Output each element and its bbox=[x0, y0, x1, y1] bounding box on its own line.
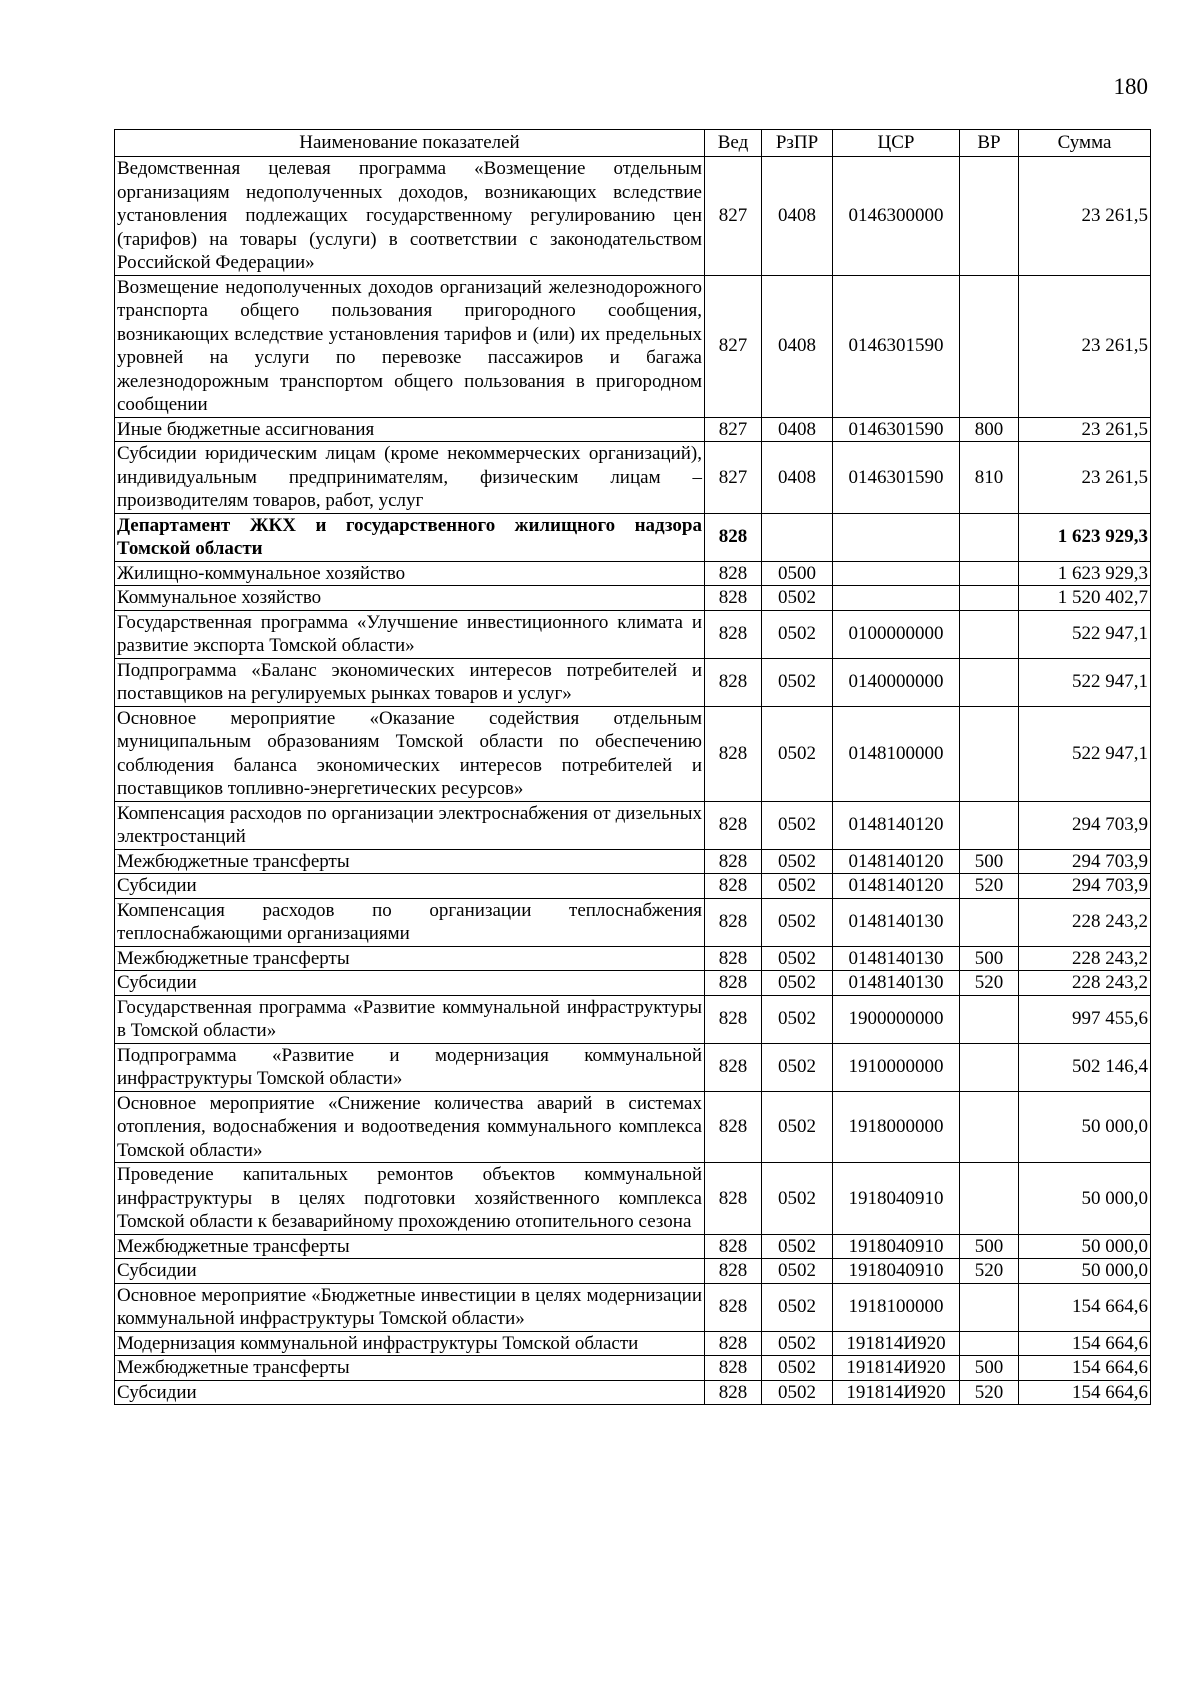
table-row bbox=[115, 898, 1151, 946]
cell-ved: 828 bbox=[705, 561, 762, 586]
cell-ved: 828 bbox=[705, 801, 762, 849]
cell-name: Государственная программа «Развитие коммунальной инфраструктуры в Томской области» bbox=[115, 995, 705, 1043]
table-row bbox=[115, 561, 1151, 586]
cell-rzpr bbox=[762, 513, 833, 561]
table-header bbox=[115, 130, 1151, 157]
cell-name: Подпрограмма «Развитие и модернизация коммунальной инфраструктуры Томской области» bbox=[115, 1043, 705, 1091]
cell-name: Иные бюджетные ассигнования bbox=[115, 417, 705, 442]
cell-rzpr: 0502 bbox=[762, 1091, 833, 1163]
table-row bbox=[115, 971, 1151, 996]
table-row bbox=[115, 417, 1151, 442]
cell-rzpr: 0502 bbox=[762, 706, 833, 801]
cell-name: Государственная программа «Улучшение инвестиционного климата и развитие экспорта Томской области» bbox=[115, 610, 705, 658]
cell-vr: 500 bbox=[960, 1356, 1019, 1381]
cell-sum: 294 703,9 bbox=[1019, 801, 1151, 849]
cell-vr bbox=[960, 1163, 1019, 1235]
cell-sum: 50 000,0 bbox=[1019, 1163, 1151, 1235]
cell-vr bbox=[960, 658, 1019, 706]
table-row bbox=[115, 995, 1151, 1043]
cell-vr: 520 bbox=[960, 874, 1019, 899]
table-row bbox=[115, 706, 1151, 801]
cell-sum: 522 947,1 bbox=[1019, 610, 1151, 658]
cell-rzpr: 0502 bbox=[762, 1331, 833, 1356]
cell-rzpr: 0502 bbox=[762, 586, 833, 611]
cell-csr bbox=[833, 513, 960, 561]
cell-rzpr: 0500 bbox=[762, 561, 833, 586]
cell-ved: 828 bbox=[705, 1043, 762, 1091]
cell-sum: 23 261,5 bbox=[1019, 157, 1151, 276]
cell-rzpr: 0502 bbox=[762, 971, 833, 996]
cell-name: Основное мероприятие «Оказание содействия отдельным муниципальным образованиям Томской области по обеспечению соблюдения баланса экономических интересов потребителей и поставщиков топливно-энергетических ресурсов» bbox=[115, 706, 705, 801]
cell-name: Основное мероприятие «Снижение количества аварий в системах отопления, водоснабжения и водоотведения коммунального комплекса Томской области» bbox=[115, 1091, 705, 1163]
cell-sum: 23 261,5 bbox=[1019, 275, 1151, 417]
cell-name: Субсидии bbox=[115, 874, 705, 899]
cell-ved: 828 bbox=[705, 874, 762, 899]
cell-csr: 191814И920 bbox=[833, 1356, 960, 1381]
table-row bbox=[115, 801, 1151, 849]
cell-csr: 0146301590 bbox=[833, 442, 960, 514]
cell-csr: 191814И920 bbox=[833, 1380, 960, 1405]
cell-ved: 828 bbox=[705, 586, 762, 611]
cell-vr bbox=[960, 995, 1019, 1043]
cell-csr: 1918000000 bbox=[833, 1091, 960, 1163]
cell-ved: 828 bbox=[705, 513, 762, 561]
cell-rzpr: 0502 bbox=[762, 1380, 833, 1405]
cell-rzpr: 0502 bbox=[762, 610, 833, 658]
table-row bbox=[115, 874, 1151, 899]
cell-ved: 828 bbox=[705, 706, 762, 801]
table-row bbox=[115, 586, 1151, 611]
cell-csr: 0148100000 bbox=[833, 706, 960, 801]
cell-name: Компенсация расходов по организации теплоснабжения теплоснабжающими организациями bbox=[115, 898, 705, 946]
cell-name: Основное мероприятие «Бюджетные инвестиции в целях модернизации коммунальной инфраструктуры Томской области» bbox=[115, 1283, 705, 1331]
header-rzpr: РзПР bbox=[762, 130, 833, 157]
cell-rzpr: 0502 bbox=[762, 1043, 833, 1091]
cell-rzpr: 0502 bbox=[762, 1259, 833, 1284]
cell-name: Субсидии bbox=[115, 1259, 705, 1284]
table-row bbox=[115, 1043, 1151, 1091]
cell-sum: 1 623 929,3 bbox=[1019, 561, 1151, 586]
cell-name: Межбюджетные трансферты bbox=[115, 849, 705, 874]
cell-name: Межбюджетные трансферты bbox=[115, 1356, 705, 1381]
cell-rzpr: 0502 bbox=[762, 1234, 833, 1259]
cell-csr: 0146300000 bbox=[833, 157, 960, 276]
table-row bbox=[115, 1380, 1151, 1405]
cell-vr bbox=[960, 157, 1019, 276]
cell-csr bbox=[833, 586, 960, 611]
table-row bbox=[115, 442, 1151, 514]
header-vr: ВР bbox=[960, 130, 1019, 157]
cell-vr bbox=[960, 1283, 1019, 1331]
cell-csr: 1918040910 bbox=[833, 1234, 960, 1259]
cell-rzpr: 0502 bbox=[762, 658, 833, 706]
cell-sum: 154 664,6 bbox=[1019, 1283, 1151, 1331]
cell-vr bbox=[960, 513, 1019, 561]
cell-csr: 0148140130 bbox=[833, 971, 960, 996]
table-row bbox=[115, 1259, 1151, 1284]
header-row bbox=[115, 130, 1151, 157]
cell-vr bbox=[960, 1043, 1019, 1091]
cell-sum: 23 261,5 bbox=[1019, 442, 1151, 514]
cell-name: Субсидии юридическим лицам (кроме некоммерческих организаций), индивидуальным предпринимателям, физическим лицам – производителям товаров, работ, услуг bbox=[115, 442, 705, 514]
cell-vr: 520 bbox=[960, 971, 1019, 996]
cell-ved: 828 bbox=[705, 1163, 762, 1235]
cell-ved: 828 bbox=[705, 658, 762, 706]
cell-vr bbox=[960, 275, 1019, 417]
cell-vr: 500 bbox=[960, 1234, 1019, 1259]
cell-ved: 828 bbox=[705, 995, 762, 1043]
cell-name: Коммунальное хозяйство bbox=[115, 586, 705, 611]
cell-ved: 827 bbox=[705, 275, 762, 417]
cell-rzpr: 0502 bbox=[762, 1283, 833, 1331]
cell-vr bbox=[960, 586, 1019, 611]
cell-csr: 1900000000 bbox=[833, 995, 960, 1043]
cell-rzpr: 0502 bbox=[762, 898, 833, 946]
cell-vr: 500 bbox=[960, 946, 1019, 971]
cell-ved: 828 bbox=[705, 898, 762, 946]
table-row bbox=[115, 658, 1151, 706]
table-row bbox=[115, 1163, 1151, 1235]
table-row bbox=[115, 946, 1151, 971]
cell-ved: 827 bbox=[705, 157, 762, 276]
cell-rzpr: 0502 bbox=[762, 874, 833, 899]
header-name: Наименование показателей bbox=[115, 130, 705, 157]
cell-csr: 0100000000 bbox=[833, 610, 960, 658]
cell-ved: 827 bbox=[705, 417, 762, 442]
cell-vr bbox=[960, 610, 1019, 658]
cell-name: Межбюджетные трансферты bbox=[115, 1234, 705, 1259]
cell-rzpr: 0502 bbox=[762, 1163, 833, 1235]
header-sum: Сумма bbox=[1019, 130, 1151, 157]
cell-csr: 191814И920 bbox=[833, 1331, 960, 1356]
cell-rzpr: 0408 bbox=[762, 442, 833, 514]
cell-sum: 228 243,2 bbox=[1019, 898, 1151, 946]
cell-vr bbox=[960, 561, 1019, 586]
table-row bbox=[115, 1283, 1151, 1331]
cell-sum: 522 947,1 bbox=[1019, 706, 1151, 801]
cell-name: Департамент ЖКХ и государственного жилищного надзора Томской области bbox=[115, 513, 705, 561]
cell-vr bbox=[960, 706, 1019, 801]
cell-ved: 828 bbox=[705, 1259, 762, 1284]
cell-csr: 1918040910 bbox=[833, 1163, 960, 1235]
cell-vr: 500 bbox=[960, 849, 1019, 874]
cell-sum: 154 664,6 bbox=[1019, 1380, 1151, 1405]
cell-vr bbox=[960, 1091, 1019, 1163]
cell-name: Жилищно-коммунальное хозяйство bbox=[115, 561, 705, 586]
cell-ved: 828 bbox=[705, 946, 762, 971]
cell-ved: 828 bbox=[705, 610, 762, 658]
cell-sum: 522 947,1 bbox=[1019, 658, 1151, 706]
cell-name: Модернизация коммунальной инфраструктуры Томской области bbox=[115, 1331, 705, 1356]
table-row bbox=[115, 1091, 1151, 1163]
cell-vr: 520 bbox=[960, 1259, 1019, 1284]
cell-ved: 827 bbox=[705, 442, 762, 514]
cell-rzpr: 0502 bbox=[762, 946, 833, 971]
cell-sum: 50 000,0 bbox=[1019, 1259, 1151, 1284]
cell-csr: 1918040910 bbox=[833, 1259, 960, 1284]
table-row bbox=[115, 1356, 1151, 1381]
page-number: 180 bbox=[1113, 74, 1148, 99]
cell-sum: 294 703,9 bbox=[1019, 874, 1151, 899]
cell-rzpr: 0408 bbox=[762, 417, 833, 442]
cell-sum: 154 664,6 bbox=[1019, 1331, 1151, 1356]
cell-sum: 294 703,9 bbox=[1019, 849, 1151, 874]
cell-rzpr: 0408 bbox=[762, 157, 833, 276]
cell-csr: 0146301590 bbox=[833, 417, 960, 442]
cell-rzpr: 0408 bbox=[762, 275, 833, 417]
table-row bbox=[115, 157, 1151, 276]
cell-csr: 0148140130 bbox=[833, 898, 960, 946]
budget-table bbox=[114, 129, 1151, 1405]
cell-csr: 1918100000 bbox=[833, 1283, 960, 1331]
cell-rzpr: 0502 bbox=[762, 801, 833, 849]
cell-sum: 997 455,6 bbox=[1019, 995, 1151, 1043]
cell-ved: 828 bbox=[705, 971, 762, 996]
table-row bbox=[115, 1331, 1151, 1356]
cell-csr: 0148140120 bbox=[833, 874, 960, 899]
cell-name: Субсидии bbox=[115, 1380, 705, 1405]
cell-ved: 828 bbox=[705, 1331, 762, 1356]
cell-name: Субсидии bbox=[115, 971, 705, 996]
cell-vr bbox=[960, 801, 1019, 849]
cell-rzpr: 0502 bbox=[762, 849, 833, 874]
cell-rzpr: 0502 bbox=[762, 1356, 833, 1381]
cell-sum: 502 146,4 bbox=[1019, 1043, 1151, 1091]
cell-ved: 828 bbox=[705, 1380, 762, 1405]
cell-vr bbox=[960, 898, 1019, 946]
cell-name: Компенсация расходов по организации электроснабжения от дизельных электростанций bbox=[115, 801, 705, 849]
cell-ved: 828 bbox=[705, 1234, 762, 1259]
cell-sum: 23 261,5 bbox=[1019, 417, 1151, 442]
cell-vr: 810 bbox=[960, 442, 1019, 514]
cell-sum: 228 243,2 bbox=[1019, 971, 1151, 996]
cell-name: Проведение капитальных ремонтов объектов коммунальной инфраструктуры в целях подготовки хозяйственного комплекса Томской области к безаварийному прохождению отопительного сезона bbox=[115, 1163, 705, 1235]
table-row bbox=[115, 1234, 1151, 1259]
cell-vr: 520 bbox=[960, 1380, 1019, 1405]
header-csr: ЦСР bbox=[833, 130, 960, 157]
table-row bbox=[115, 849, 1151, 874]
cell-name: Подпрограмма «Баланс экономических интересов потребителей и поставщиков на регулируемых рынках товаров и услуг» bbox=[115, 658, 705, 706]
cell-sum: 1 623 929,3 bbox=[1019, 513, 1151, 561]
cell-rzpr: 0502 bbox=[762, 995, 833, 1043]
cell-name: Ведомственная целевая программа «Возмещение отдельным организациям недополученных доходов, возникающих вследствие установления подлежащих государственному регулированию цен (тарифов) на товары (услуги) в соответствии с законодательством Российской Федерации» bbox=[115, 157, 705, 276]
cell-ved: 828 bbox=[705, 1356, 762, 1381]
cell-csr: 0148140130 bbox=[833, 946, 960, 971]
cell-ved: 828 bbox=[705, 1283, 762, 1331]
cell-sum: 50 000,0 bbox=[1019, 1091, 1151, 1163]
cell-csr: 0148140120 bbox=[833, 801, 960, 849]
cell-ved: 828 bbox=[705, 1091, 762, 1163]
cell-vr: 800 bbox=[960, 417, 1019, 442]
cell-csr: 1910000000 bbox=[833, 1043, 960, 1091]
cell-sum: 228 243,2 bbox=[1019, 946, 1151, 971]
cell-sum: 154 664,6 bbox=[1019, 1356, 1151, 1381]
table-row bbox=[115, 513, 1151, 561]
cell-name: Межбюджетные трансферты bbox=[115, 946, 705, 971]
cell-sum: 50 000,0 bbox=[1019, 1234, 1151, 1259]
cell-csr bbox=[833, 561, 960, 586]
cell-name: Возмещение недополученных доходов организаций железнодорожного транспорта общего пользования пригородного сообщения, возникающих вследствие установления тарифов и (или) их предельных уровней на услуги по перевозке пассажиров и багажа железнодорожным транспортом общего пользования в пригородном сообщении bbox=[115, 275, 705, 417]
cell-ved: 828 bbox=[705, 849, 762, 874]
header-ved: Вед bbox=[705, 130, 762, 157]
cell-vr bbox=[960, 1331, 1019, 1356]
cell-csr: 0140000000 bbox=[833, 658, 960, 706]
cell-csr: 0146301590 bbox=[833, 275, 960, 417]
table-body bbox=[115, 157, 1151, 1405]
table-row bbox=[115, 610, 1151, 658]
table-row bbox=[115, 275, 1151, 417]
cell-sum: 1 520 402,7 bbox=[1019, 586, 1151, 611]
cell-csr: 0148140120 bbox=[833, 849, 960, 874]
